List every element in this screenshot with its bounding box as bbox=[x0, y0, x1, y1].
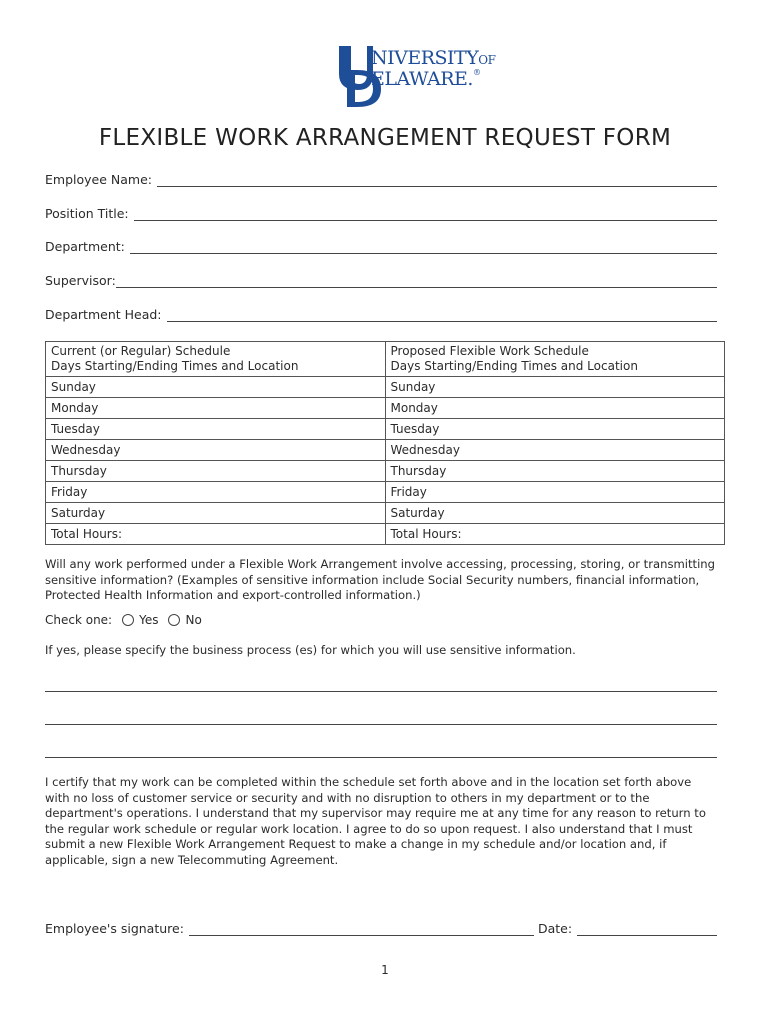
employee-name-field[interactable] bbox=[45, 169, 717, 187]
signature-line[interactable] bbox=[189, 923, 534, 936]
proposed-day-cell[interactable]: Tuesday bbox=[385, 419, 725, 440]
department-field[interactable] bbox=[45, 236, 717, 254]
schedule-table bbox=[45, 341, 725, 545]
proposed-day-cell[interactable]: Sunday bbox=[385, 377, 725, 398]
current-schedule-subtitle: Days Starting/Ending Times and Location bbox=[51, 359, 299, 373]
employee-name-line[interactable] bbox=[157, 174, 717, 187]
current-schedule-header bbox=[46, 342, 386, 377]
logo-text-delaware: ELAWARE.® bbox=[371, 68, 481, 90]
position-title-line[interactable] bbox=[134, 208, 717, 221]
no-radio[interactable] bbox=[168, 614, 180, 626]
current-day-cell[interactable]: Thursday bbox=[46, 461, 386, 482]
proposed-schedule-title: Proposed Flexible Work Schedule bbox=[390, 344, 589, 358]
signature-label: Employee's signature: bbox=[45, 921, 184, 936]
sensitive-process-line-3[interactable] bbox=[45, 757, 717, 758]
signature-row bbox=[45, 918, 717, 936]
table-header-row bbox=[46, 342, 725, 377]
current-day-cell[interactable]: Tuesday bbox=[46, 419, 386, 440]
supervisor-line[interactable] bbox=[116, 275, 717, 288]
current-day-cell[interactable]: Saturday bbox=[46, 503, 386, 524]
total-hours-row bbox=[46, 524, 725, 545]
proposed-day-cell[interactable]: Thursday bbox=[385, 461, 725, 482]
sensitive-process-line-1[interactable] bbox=[45, 691, 717, 692]
no-label: No bbox=[185, 613, 202, 627]
table-row bbox=[46, 377, 725, 398]
position-title-label: Position Title: bbox=[45, 206, 129, 221]
table-row bbox=[46, 461, 725, 482]
table-row bbox=[46, 482, 725, 503]
certification-text: I certify that my work can be completed within the schedule set forth above and in the location set forth above with no loss of customer service or security and with no disruption to others in my department or to the department's operations. I understand that my supervisor may require me at any time for any reason to return to the regular work schedule or regular work location. I agree to do so upon request. I also understand that I must submit a new Flexible Work Arrangement Request to make a change in my schedule and/or location and, if applicable, sign a new Telecommuting Agreement. bbox=[45, 775, 706, 867]
table-row bbox=[46, 503, 725, 524]
department-label: Department: bbox=[45, 239, 125, 254]
proposed-day-cell[interactable]: Saturday bbox=[385, 503, 725, 524]
current-day-cell[interactable]: Sunday bbox=[46, 377, 386, 398]
supervisor-label: Supervisor: bbox=[45, 273, 116, 288]
proposed-total-hours-cell[interactable]: Total Hours: bbox=[385, 524, 725, 545]
table-row bbox=[46, 419, 725, 440]
proposed-schedule-subtitle: Days Starting/Ending Times and Location bbox=[390, 359, 638, 373]
current-day-cell[interactable]: Friday bbox=[46, 482, 386, 503]
current-day-cell[interactable]: Wednesday bbox=[46, 440, 386, 461]
no-option[interactable] bbox=[158, 613, 201, 627]
department-head-line[interactable] bbox=[167, 309, 717, 322]
sensitive-process-line-2[interactable] bbox=[45, 724, 717, 725]
yes-option[interactable] bbox=[112, 613, 158, 627]
supervisor-field[interactable] bbox=[45, 270, 717, 288]
logo-text-university: NIVERSITYOF bbox=[371, 47, 496, 69]
date-label: Date: bbox=[537, 921, 573, 936]
yes-radio[interactable] bbox=[122, 614, 134, 626]
check-one-group bbox=[45, 611, 202, 629]
current-schedule-title: Current (or Regular) Schedule bbox=[51, 344, 231, 358]
specify-instruction: If yes, please specify the business process (es) for which you will use sensitive information. bbox=[45, 643, 576, 657]
proposed-day-cell[interactable]: Friday bbox=[385, 482, 725, 503]
sensitive-info-question: Will any work performed under a Flexible Work Arrangement involve accessing, processing, storing, or transmitting sensitive information? (Examples of sensitive information include Social Security numbers, financial information, Protected Health Information and export-controlled information.) bbox=[45, 557, 716, 602]
position-title-field[interactable] bbox=[45, 203, 717, 221]
department-line[interactable] bbox=[130, 241, 717, 254]
current-total-hours-cell[interactable]: Total Hours: bbox=[46, 524, 386, 545]
form-title: FLEXIBLE WORK ARRANGEMENT REQUEST FORM bbox=[98, 125, 672, 151]
current-day-cell[interactable]: Monday bbox=[46, 398, 386, 419]
department-head-field[interactable] bbox=[45, 304, 717, 322]
proposed-day-cell[interactable]: Monday bbox=[385, 398, 725, 419]
proposed-day-cell[interactable]: Wednesday bbox=[385, 440, 725, 461]
check-one-label: Check one: bbox=[45, 613, 113, 627]
employee-name-label: Employee Name: bbox=[45, 172, 152, 187]
date-line[interactable] bbox=[577, 923, 717, 936]
university-logo bbox=[337, 44, 496, 108]
yes-label: Yes bbox=[139, 613, 159, 627]
table-row bbox=[46, 440, 725, 461]
department-head-label: Department Head: bbox=[45, 307, 162, 322]
page-number: 1 bbox=[381, 963, 389, 977]
proposed-schedule-header bbox=[385, 342, 725, 377]
table-row bbox=[46, 398, 725, 419]
